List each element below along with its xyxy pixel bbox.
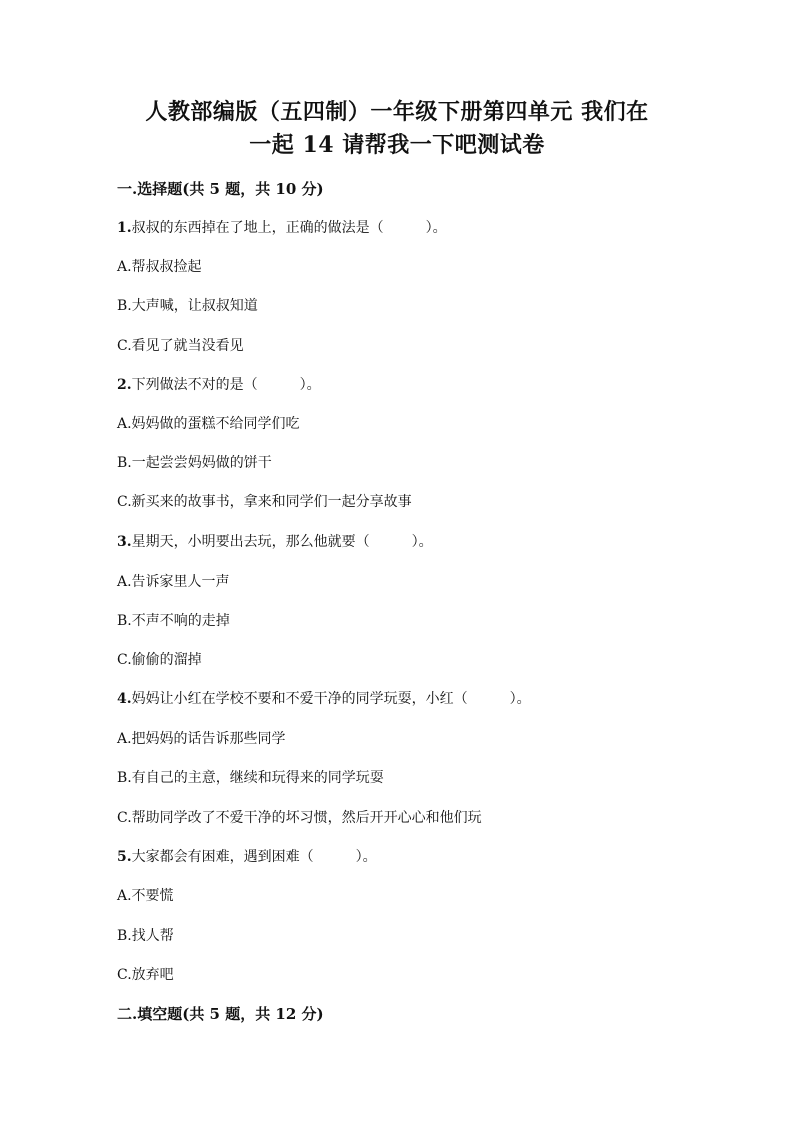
question-5-option-c: C.放弃吧 bbox=[117, 967, 174, 983]
question-2-text-after: ）。 bbox=[299, 377, 321, 393]
question-5-option-b: B.找人帮 bbox=[117, 928, 174, 944]
section-heading-fill-blank: 二.填空题(共 5 题，共 12 分) bbox=[117, 1005, 324, 1023]
question-4-option-c: C.帮助同学改了不爱干净的坏习惯，然后开开心心和他们玩 bbox=[117, 810, 482, 826]
question-3-number: 3. bbox=[117, 534, 132, 550]
question-1-text-before: 叔叔的东西掉在了地上，正确的做法是（ bbox=[131, 220, 384, 236]
question-3-option-a: A.告诉家里人一声 bbox=[117, 574, 230, 590]
question-1-stem bbox=[117, 218, 447, 238]
question-1-number: 1. bbox=[117, 220, 132, 236]
question-4-option-a: A.把妈妈的话告诉那些同学 bbox=[117, 731, 286, 747]
question-2-option-b: B.一起尝尝妈妈做的饼干 bbox=[117, 455, 272, 471]
question-5-option-a: A.不要慌 bbox=[117, 888, 174, 904]
question-3-text-before: 星期天，小明要出去玩，那么他就要（ bbox=[131, 534, 370, 550]
question-3-option-c: C.偷偷的溜掉 bbox=[117, 652, 202, 668]
question-3-option-b: B.不声不响的走掉 bbox=[117, 613, 230, 629]
question-4-option-b: B.有自己的主意，继续和玩得来的同学玩耍 bbox=[117, 770, 384, 786]
question-5-stem bbox=[117, 847, 377, 867]
question-4-number: 4. bbox=[117, 691, 132, 707]
question-1-option-c: C.看见了就当没看见 bbox=[117, 338, 244, 354]
question-2-stem bbox=[117, 375, 321, 395]
question-1-option-a: A.帮叔叔捡起 bbox=[117, 259, 202, 275]
question-2-option-c: C.新买来的故事书，拿来和同学们一起分享故事 bbox=[117, 494, 412, 510]
question-2-number: 2. bbox=[117, 377, 132, 393]
question-1-option-b: B.大声喊，让叔叔知道 bbox=[117, 298, 258, 314]
question-3-text-after: ）。 bbox=[411, 534, 433, 550]
question-2-option-a: A.妈妈做的蛋糕不给同学们吃 bbox=[117, 416, 300, 432]
document-title-line-2: 一起 14 请帮我一下吧测试卷 bbox=[249, 132, 545, 158]
question-4-text-after: ）。 bbox=[509, 691, 531, 707]
question-3-stem bbox=[117, 532, 433, 552]
question-5-text-after: ）。 bbox=[355, 849, 377, 865]
question-1-text-after: ）。 bbox=[425, 220, 447, 236]
question-4-stem bbox=[117, 689, 531, 709]
question-5-number: 5. bbox=[117, 849, 132, 865]
question-2-text-before: 下列做法不对的是（ bbox=[131, 377, 258, 393]
question-5-text-before: 大家都会有困难，遇到困难（ bbox=[131, 849, 314, 865]
document-title-line-1: 人教部编版（五四制）一年级下册第四单元 我们在 bbox=[145, 99, 649, 125]
question-4-text-before: 妈妈让小红在学校不要和不爱干净的同学玩耍，小红（ bbox=[131, 691, 468, 707]
section-heading-choice: 一.选择题(共 5 题，共 10 分) bbox=[117, 180, 324, 198]
